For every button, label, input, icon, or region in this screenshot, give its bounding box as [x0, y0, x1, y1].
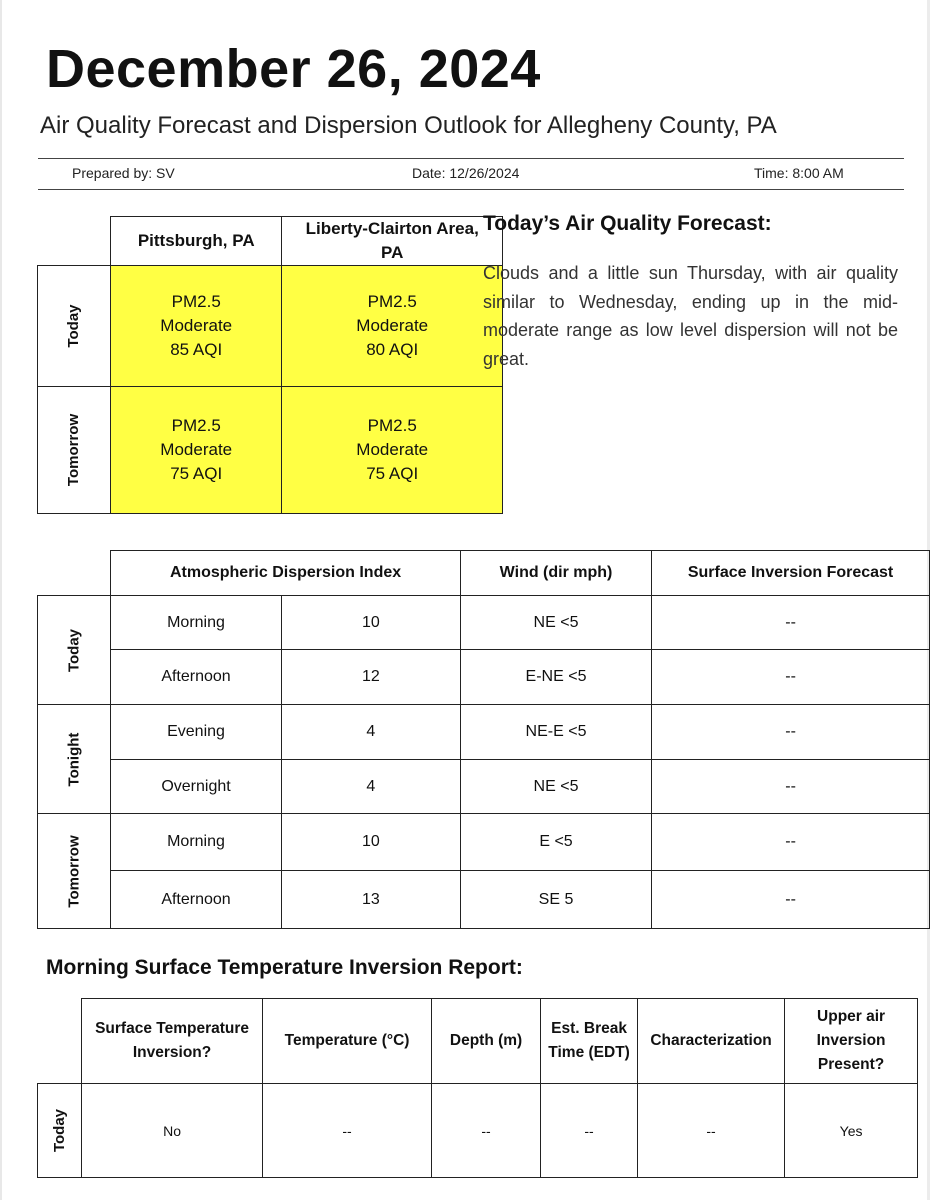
- disp-wind: NE-E <5: [460, 705, 651, 760]
- forecast-text: Clouds and a little sun Thursday, with air quality similar to Wednesday, ending up in the mid-moderate range as low level dispersion will not be great.: [483, 263, 898, 369]
- inv-value: --: [432, 1084, 541, 1178]
- disp-wind: E <5: [460, 814, 651, 871]
- forecast-heading: Today’s Air Quality Forecast:: [483, 212, 772, 235]
- disp-adi: 4: [281, 705, 460, 760]
- disp-col-header: Atmospheric Dispersion Index: [111, 551, 461, 596]
- inversion-report-table: [37, 998, 918, 1178]
- disp-group-label: Today: [38, 596, 111, 705]
- disp-inversion: --: [652, 814, 930, 871]
- aq-cell: PM2.5 Moderate 75 AQI: [111, 387, 282, 514]
- meta-bar: [38, 158, 904, 190]
- disp-adi: 4: [281, 760, 460, 814]
- page-subtitle: Air Quality Forecast and Dispersion Outlook for Allegheny County, PA: [40, 112, 777, 139]
- aq-cell: PM2.5 Moderate 80 AQI: [282, 266, 503, 387]
- aq-grid-corner: [38, 217, 111, 266]
- disp-period: Evening: [111, 705, 282, 760]
- report-date: Date: 12/26/2024: [412, 165, 520, 181]
- disp-adi: 12: [281, 650, 460, 705]
- disp-inversion: --: [652, 760, 930, 814]
- aq-col-header: Pittsburgh, PA: [111, 217, 282, 266]
- inv-value: --: [541, 1084, 638, 1178]
- inv-value: --: [638, 1084, 785, 1178]
- inv-col-header: Temperature (°C): [263, 999, 432, 1084]
- disp-corner: [38, 551, 111, 596]
- inv-value: Yes: [785, 1084, 918, 1178]
- disp-period: Afternoon: [111, 650, 282, 705]
- inv-corner: [38, 999, 82, 1084]
- disp-col-header: Surface Inversion Forecast: [652, 551, 930, 596]
- inversion-report-heading: Morning Surface Temperature Inversion Report:: [46, 956, 523, 979]
- disp-period: Morning: [111, 596, 282, 650]
- disp-adi: 13: [281, 871, 460, 929]
- page-title: December 26, 2024: [46, 39, 541, 99]
- aq-forecast-grid: [37, 216, 503, 514]
- report-time: Time: 8:00 AM: [754, 165, 844, 181]
- aq-cell: PM2.5 Moderate 75 AQI: [282, 387, 503, 514]
- disp-group-label: Tonight: [38, 705, 111, 814]
- inv-value: No: [82, 1084, 263, 1178]
- prepared-by: Prepared by: SV: [72, 165, 175, 181]
- disp-wind: E-NE <5: [460, 650, 651, 705]
- disp-inversion: --: [652, 705, 930, 760]
- aq-row-label: Tomorrow: [38, 387, 111, 514]
- disp-col-header: Wind (dir mph): [460, 551, 651, 596]
- dispersion-table: [37, 550, 930, 929]
- aq-row-label: Today: [38, 266, 111, 387]
- disp-adi: 10: [281, 814, 460, 871]
- inv-col-header: Est. Break Time (EDT): [541, 999, 638, 1084]
- disp-period: Overnight: [111, 760, 282, 814]
- aq-col-header: Liberty-Clairton Area, PA: [282, 217, 503, 266]
- disp-group-label: Tomorrow: [38, 814, 111, 929]
- disp-period: Afternoon: [111, 871, 282, 929]
- disp-adi: 10: [281, 596, 460, 650]
- inv-col-header: Depth (m): [432, 999, 541, 1084]
- disp-period: Morning: [111, 814, 282, 871]
- aq-cell: PM2.5 Moderate 85 AQI: [111, 266, 282, 387]
- page-edge-left: [0, 0, 2, 1200]
- disp-wind: NE <5: [460, 596, 651, 650]
- inv-row-label: Today: [38, 1084, 82, 1178]
- inv-value: --: [263, 1084, 432, 1178]
- disp-inversion: --: [652, 650, 930, 705]
- disp-inversion: --: [652, 596, 930, 650]
- disp-inversion: --: [652, 871, 930, 929]
- disp-wind: SE 5: [460, 871, 651, 929]
- inv-col-header: Upper air Inversion Present?: [785, 999, 918, 1084]
- inv-col-header: Surface Temperature Inversion?: [82, 999, 263, 1084]
- inv-col-header: Characterization: [638, 999, 785, 1084]
- disp-wind: NE <5: [460, 760, 651, 814]
